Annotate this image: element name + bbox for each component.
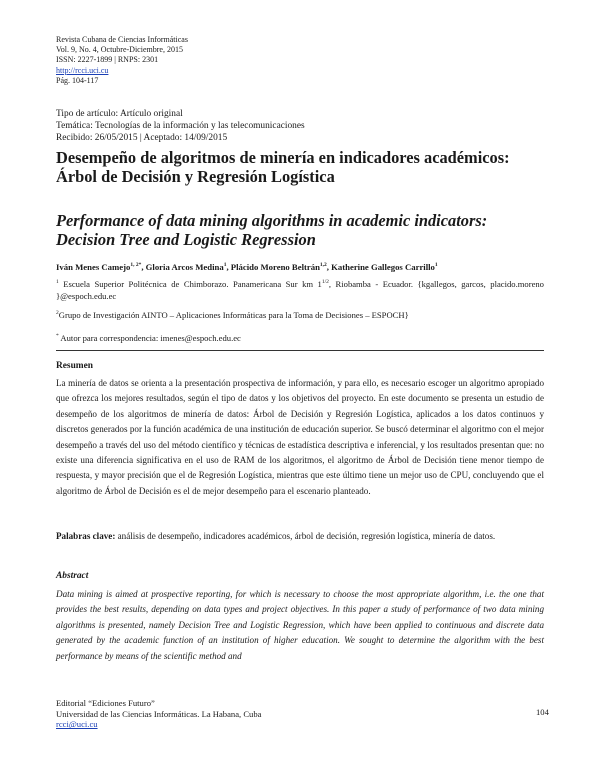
journal-url-link[interactable]: http://rcci.uci.cu (56, 65, 109, 75)
resumen-heading: Resumen (56, 361, 93, 371)
article-theme: Temática: Tecnologías de la información y las telecomunicaciones (56, 121, 305, 132)
affiliation-2 (56, 309, 544, 321)
keywords-text: análisis de desempeño, indicadores académicos, árbol de decisión, regresión logística, minería de datos. (115, 531, 496, 541)
author-list (56, 262, 544, 272)
affiliation-text: , Riobamba - Ecuador. {kgallegos, garcos, placido.moreno }@espoch.edu.ec (56, 279, 544, 301)
journal-header (56, 35, 188, 86)
author-affiliation-mark: 1 (434, 262, 438, 269)
resumen-text: La minería de datos se orienta a la presentación prospectiva de información, y para ello, es necesario escoger un algoritmo apropiado que ofrezca los mejores resultados, según el tipo de datos y los objetivos del proyecto. En este documento se presenta un estudio de desempeño de los algoritmos de minería de datos: Árbol de Decisión y Regresión Logística, aplicados a los datos continuos y discretos generados por la función académica de una institución de educación superior. Se buscó determinar el algoritmo con el mejor desempeño a través del uso del método científico y técnicas de estadística descriptiva e inferencial, y los resultados presentan que: no existe una diferencia significativa en el uso de RAM de los algoritmos, el algoritmo de Árbol de Decisión tiene menor tiempo de respuesta, y mayor precisión que el de Regresión Logística, mientras que este último tiene un mejor uso de CPU, concluyendo que el algoritmo de Árbol de Decisión es el de mejor desempeño para el escenario planteado. (56, 378, 544, 496)
author-affiliation-mark: 1,2 (319, 262, 327, 269)
author-affiliation-mark: 1, 2* (130, 262, 142, 269)
author-separator: , (326, 262, 332, 272)
affiliation-text: Escuela Superior Politécnica de Chimborazo. Panamericana Sur km 1 (58, 279, 322, 289)
page-number: 104 (536, 707, 549, 717)
keywords-label: Palabras clave: (56, 531, 116, 541)
author-name: Plácido Moreno Beltrán (230, 262, 320, 272)
journal-issn: ISSN: 2227-1899 | RNPS: 2301 (56, 55, 159, 65)
page-footer (56, 698, 261, 730)
abstract-text: Data mining is aimed at prospective reporting, for which is necessary to choose the most appropriate algorithm, i.e. the one that provides the best results, depending on data types and project objectives. In this paper a study of performance of two data mining algorithms is presented, namely Decision Tree and Logistic Regression, which have been applied to continuous and discrete data generated by the academic function of an institution of higher education. We sought to determine the algorithm with the best performance by means of the scientific method and (56, 589, 544, 661)
author-separator: , (226, 262, 231, 272)
author-name: Iván Menes Camejo (56, 262, 131, 272)
corresponding-mark: * (56, 333, 59, 340)
article-dates: Recibido: 26/05/2015 | Aceptado: 14/09/2015 (56, 133, 228, 144)
author-separator: , (141, 262, 146, 272)
journal-name: Revista Cubana de Ciencias Informáticas (56, 35, 188, 44)
publisher-name: Editorial “Ediciones Futuro” (56, 698, 155, 708)
corresponding-author (56, 333, 241, 343)
keywords (56, 531, 544, 542)
section-divider (56, 350, 544, 351)
author-name: Katherine Gallegos Carrillo (331, 262, 435, 272)
author-affiliation-mark: 1 (223, 262, 227, 269)
title-english: Performance of data mining algorithms in academic indicators: Decision Tree and Logistic Regression (56, 211, 488, 249)
affiliation-1 (56, 278, 544, 302)
affiliation-mark: 1 (56, 279, 59, 286)
abstract-heading: Abstract (56, 571, 89, 581)
affiliation-text: Grupo de Investigación AINTO – Aplicaciones Informáticas para la Toma de Decisiones – ESPOCH} (58, 310, 409, 320)
article-meta (56, 108, 305, 145)
corresponding-text: Autor para correspondencia: imenes@espoch.edu.ec (58, 333, 241, 343)
university-name: Universidad de las Ciencias Informáticas. La Habana, Cuba (56, 708, 262, 719)
title-spanish: Desempeño de algoritmos de minería en indicadores académicos: Árbol de Decisión y Regresión Logística (56, 148, 510, 186)
article-type: Tipo de artículo: Artículo original (56, 109, 183, 119)
km-fraction: 1/2 (321, 279, 329, 286)
author-name: Gloria Arcos Medina (145, 262, 224, 272)
journal-volume: Vol. 9, No. 4, Octubre-Diciembre, 2015 (56, 45, 183, 55)
affiliation-mark: 2 (56, 310, 59, 317)
journal-pages: Pág. 104-117 (56, 75, 99, 85)
footer-email-link[interactable]: rcci@uci.cu (56, 719, 98, 730)
